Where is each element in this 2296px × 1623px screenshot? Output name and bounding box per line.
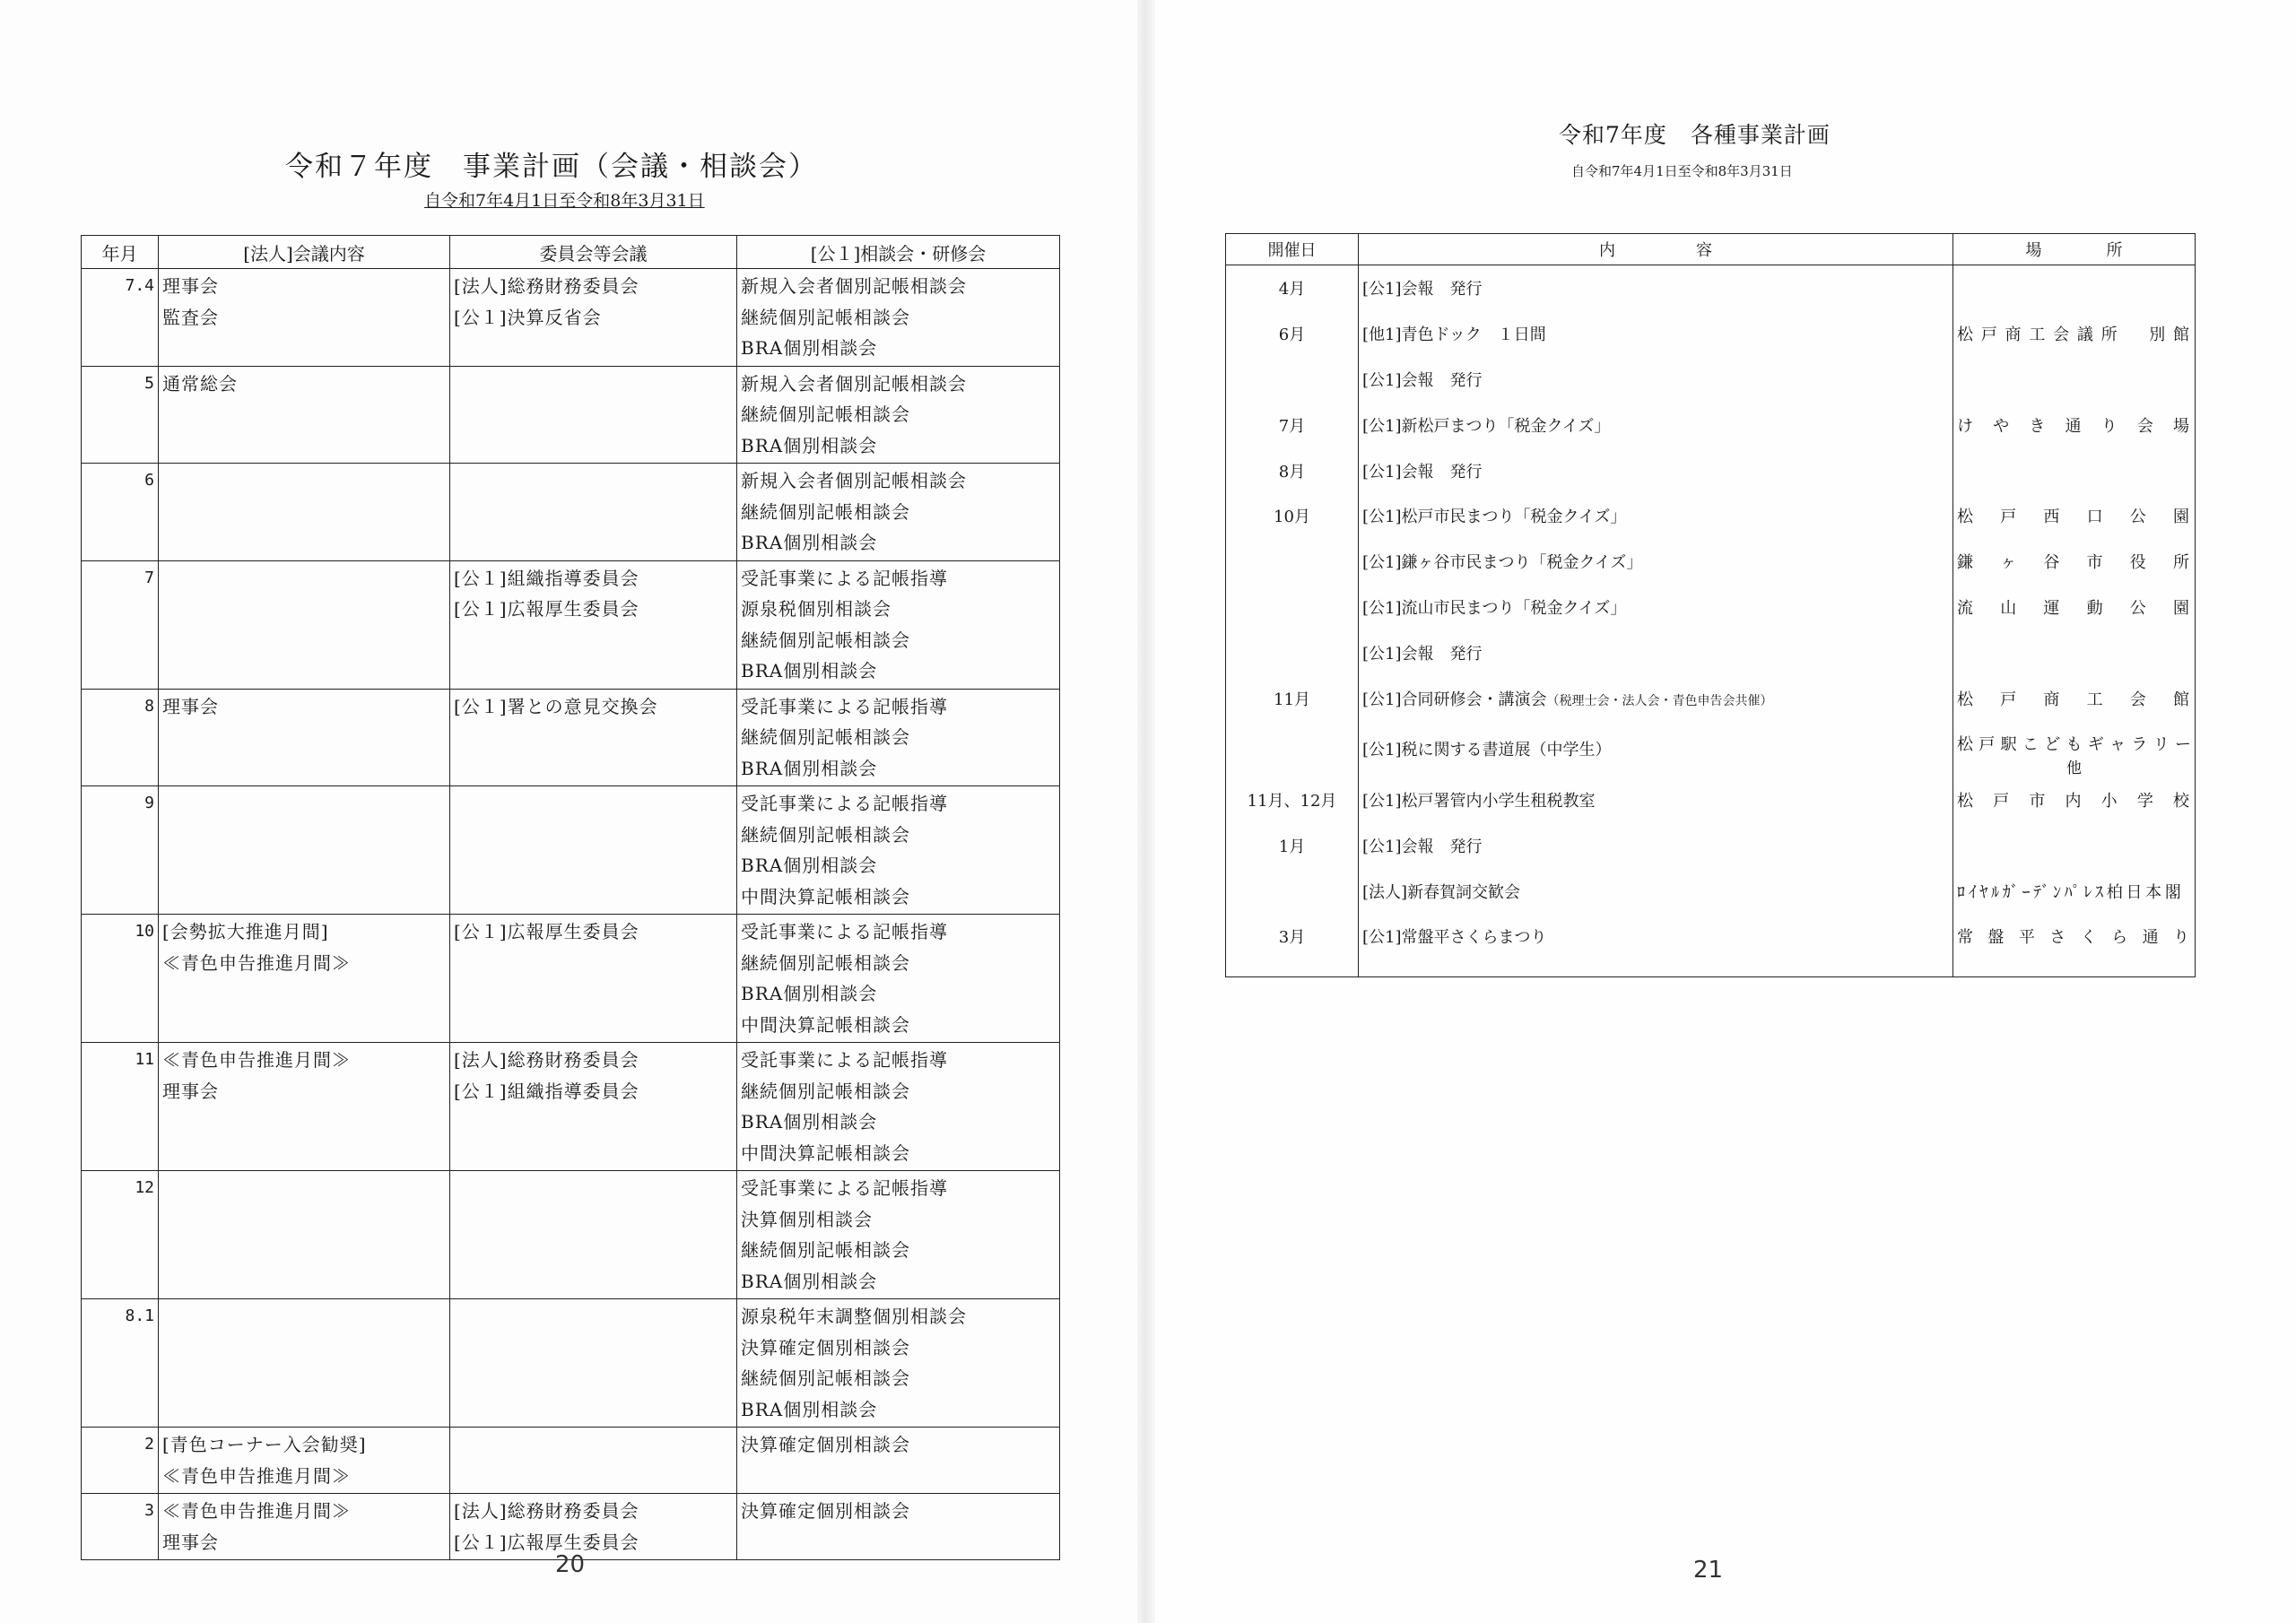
events-table-body xyxy=(1226,265,2196,977)
meeting-schedule-table xyxy=(81,235,1060,1560)
cell-line: BRA個別相談会 xyxy=(741,1111,878,1133)
event-content xyxy=(1359,447,1953,493)
event-content xyxy=(1359,539,1953,585)
meeting-row xyxy=(82,1043,1060,1171)
event-place: けやき通り会場 xyxy=(1953,402,2196,447)
event-place xyxy=(1953,265,2196,311)
event-date xyxy=(1226,357,1359,403)
consultation-cell xyxy=(737,1428,1060,1494)
header-month: 年月 xyxy=(82,236,159,269)
event-content xyxy=(1359,721,1953,777)
cell-line: 決算確定個別相談会 xyxy=(741,1500,910,1522)
cell-line: [青色コーナー入会勧奨] xyxy=(162,1434,367,1455)
event-place: 常盤平さくら通り xyxy=(1953,914,2196,977)
cell-line: [公１]決算反省会 xyxy=(454,306,602,328)
cell-line: BRA個別相談会 xyxy=(741,757,878,779)
left-page-number: 20 xyxy=(555,1551,586,1578)
meeting-table-body xyxy=(82,269,1060,1560)
event-row xyxy=(1226,777,2196,823)
event-row xyxy=(1226,265,2196,311)
event-row xyxy=(1226,629,2196,675)
event-date: 7月 xyxy=(1226,402,1359,447)
cell-line: ≪青色申告推進月間≫ xyxy=(162,951,351,974)
committee-cell xyxy=(450,1299,737,1428)
month-cell: 3 xyxy=(82,1494,159,1560)
event-content-text: [公1]会報 発行 xyxy=(1362,462,1483,482)
committee-cell xyxy=(450,1494,737,1560)
event-row xyxy=(1226,914,2196,977)
header-committee: 委員会等会議 xyxy=(450,236,737,269)
cell-line: BRA個別相談会 xyxy=(741,660,878,681)
event-content-text: [公1]税に関する書道展（中学生） xyxy=(1362,741,1612,760)
corp-meeting-cell xyxy=(159,366,450,464)
cell-line: BRA個別相談会 xyxy=(741,855,878,876)
event-content xyxy=(1359,777,1953,823)
consultation-cell xyxy=(737,269,1060,367)
event-content-text: [他1]青色ドック １日間 xyxy=(1362,325,1546,345)
event-content xyxy=(1359,402,1953,447)
event-row xyxy=(1226,868,2196,914)
cell-line: BRA個別相談会 xyxy=(741,337,878,359)
cell-line: [公１]組織指導委員会 xyxy=(454,1080,639,1102)
cell-line: BRA個別相談会 xyxy=(741,532,878,553)
corp-meeting-cell xyxy=(159,1428,450,1494)
committee-cell xyxy=(450,786,737,915)
month-cell: 6 xyxy=(82,464,159,561)
consultation-cell xyxy=(737,1494,1060,1560)
event-row xyxy=(1226,675,2196,721)
event-content xyxy=(1359,868,1953,914)
event-place xyxy=(1953,823,2196,869)
event-row xyxy=(1226,311,2196,357)
event-content xyxy=(1359,823,1953,869)
corp-meeting-cell xyxy=(159,786,450,915)
event-date: 11月、12月 xyxy=(1226,777,1359,823)
committee-cell xyxy=(450,464,737,561)
event-place: 松戸商工会議所 別館 xyxy=(1953,311,2196,357)
cell-line: 継続個別記帳相談会 xyxy=(741,500,910,523)
event-date: 10月 xyxy=(1226,493,1359,539)
event-place: 松戸西口公園 xyxy=(1953,493,2196,539)
cell-line: 通常総会 xyxy=(162,372,238,395)
cell-line: 継続個別記帳相談会 xyxy=(741,823,910,846)
event-place-note: 他 xyxy=(2066,759,2082,777)
corp-meeting-cell xyxy=(159,689,450,786)
cell-line: 中間決算記帳相談会 xyxy=(741,1141,910,1164)
cell-line: 新規入会者個別記帳相談会 xyxy=(741,470,967,491)
corp-meeting-cell xyxy=(159,1043,450,1171)
cell-line: 受託事業による記帳指導 xyxy=(741,793,948,814)
cell-line: [法人]総務財務委員会 xyxy=(454,1500,639,1522)
cell-line: [法人]総務財務委員会 xyxy=(454,1049,639,1071)
cell-line: 決算確定個別相談会 xyxy=(741,1434,910,1455)
cell-line: 受託事業による記帳指導 xyxy=(741,567,948,589)
event-content-text: [公1]会報 発行 xyxy=(1362,370,1483,390)
cell-line: 受託事業による記帳指導 xyxy=(741,1177,948,1199)
event-content xyxy=(1359,585,1953,630)
event-content-text: [公1]新松戸まつり「税金クイズ」 xyxy=(1362,416,1611,436)
corp-meeting-cell xyxy=(159,915,450,1043)
month-cell: 8 xyxy=(82,689,159,786)
cell-line: 受託事業による記帳指導 xyxy=(741,695,948,717)
left-page-title: 令和７年度 事業計画（会議・相談会） xyxy=(285,151,818,183)
event-content xyxy=(1359,675,1953,721)
consultation-cell xyxy=(737,1043,1060,1171)
cell-line: 継続個別記帳相談会 xyxy=(741,726,910,748)
event-content xyxy=(1359,311,1953,357)
meeting-row xyxy=(82,915,1060,1043)
cell-line: ≪青色申告推進月間≫ xyxy=(162,1049,351,1071)
meeting-table-header xyxy=(82,236,1060,269)
event-place: ﾛｲﾔﾙｶﾞｰﾃﾞﾝﾊﾟﾚｽ柏日本閣 xyxy=(1953,868,2196,914)
left-page-period: 自令和7年4月1日至令和8年3月31日 xyxy=(424,191,705,211)
event-content-text: [公1]合同研修会・講演会 xyxy=(1362,690,1547,709)
cell-line: [公１]広報厚生委員会 xyxy=(454,1531,639,1553)
header-corp-meeting: [法人]会議内容 xyxy=(159,236,450,269)
event-date xyxy=(1226,629,1359,675)
month-cell: 10 xyxy=(82,915,159,1043)
meeting-row xyxy=(82,269,1060,367)
event-row xyxy=(1226,585,2196,630)
event-place xyxy=(1953,357,2196,403)
cell-line: 決算確定個別相談会 xyxy=(741,1336,910,1358)
meeting-row xyxy=(82,560,1060,689)
month-cell: 8.1 xyxy=(82,1299,159,1428)
cell-line: 中間決算記帳相談会 xyxy=(741,1013,910,1036)
event-place: 鎌ヶ谷市役所 xyxy=(1953,539,2196,585)
meeting-row xyxy=(82,1171,1060,1299)
event-content-text: [公1]常盤平さくらまつり xyxy=(1362,928,1547,948)
consultation-cell xyxy=(737,1299,1060,1428)
cell-line: 新規入会者個別記帳相談会 xyxy=(741,372,967,395)
cell-line: ≪青色申告推進月間≫ xyxy=(162,1464,351,1487)
committee-cell xyxy=(450,1043,737,1171)
right-page-title: 令和7年度 各種事業計画 xyxy=(1559,122,1831,148)
cell-line: 理事会 xyxy=(162,1531,219,1553)
cell-line: 監査会 xyxy=(162,306,219,328)
corp-meeting-cell xyxy=(159,1494,450,1560)
consultation-cell xyxy=(737,366,1060,464)
event-place: 松戸商工会館 xyxy=(1953,675,2196,721)
consultation-cell xyxy=(737,689,1060,786)
meeting-row xyxy=(82,1494,1060,1560)
event-content-text: [公1]松戸署管内小学生租税教室 xyxy=(1362,792,1596,812)
cell-line: BRA個別相談会 xyxy=(741,1270,878,1292)
cell-line: 継続個別記帳相談会 xyxy=(741,404,910,425)
cell-line: 新規入会者個別記帳相談会 xyxy=(741,275,967,297)
committee-cell xyxy=(450,1171,737,1299)
cell-line: 継続個別記帳相談会 xyxy=(741,1080,910,1102)
meeting-row xyxy=(82,786,1060,915)
cell-line: 理事会 xyxy=(162,1080,219,1102)
event-content xyxy=(1359,914,1953,977)
cell-line: 理事会 xyxy=(162,695,219,717)
event-content-text: [公1]鎌ヶ谷市民まつり「税金クイズ」 xyxy=(1362,553,1643,573)
event-row xyxy=(1226,823,2196,869)
event-content-text: [公1]会報 発行 xyxy=(1362,644,1483,664)
corp-meeting-cell xyxy=(159,269,450,367)
corp-meeting-cell xyxy=(159,560,450,689)
cell-line: BRA個別相談会 xyxy=(741,434,878,456)
event-row xyxy=(1226,357,2196,403)
cell-line: [公１]広報厚生委員会 xyxy=(454,921,639,942)
committee-cell xyxy=(450,560,737,689)
cell-line: 継続個別記帳相談会 xyxy=(741,951,910,974)
cell-line: [公１]広報厚生委員会 xyxy=(454,598,639,620)
event-date: 1月 xyxy=(1226,823,1359,869)
committee-cell xyxy=(450,689,737,786)
events-schedule-table xyxy=(1225,233,2196,977)
meeting-row xyxy=(82,464,1060,561)
cell-line: BRA個別相談会 xyxy=(741,1398,878,1420)
events-table-header xyxy=(1226,234,2196,265)
corp-meeting-cell xyxy=(159,1171,450,1299)
meeting-row xyxy=(82,1299,1060,1428)
header-consultation: [公１]相談会・研修会 xyxy=(737,236,1060,269)
meeting-row xyxy=(82,366,1060,464)
event-date xyxy=(1226,868,1359,914)
event-date: 11月 xyxy=(1226,675,1359,721)
event-content-text: [法人]新春賀詞交歓会 xyxy=(1362,882,1521,902)
committee-cell xyxy=(450,1428,737,1494)
meeting-row xyxy=(82,689,1060,786)
month-cell: 5 xyxy=(82,366,159,464)
event-date: 4月 xyxy=(1226,265,1359,311)
cell-line: 継続個別記帳相談会 xyxy=(741,306,910,328)
event-date xyxy=(1226,585,1359,630)
cell-line: 受託事業による記帳指導 xyxy=(741,1049,948,1071)
event-date: 3月 xyxy=(1226,914,1359,977)
cell-line: [法人]総務財務委員会 xyxy=(454,275,639,297)
event-place-wrap xyxy=(1957,732,2191,777)
right-page-period: 自令和7年4月1日至令和8年3月31日 xyxy=(1571,163,1793,179)
event-place: 流山運動公園 xyxy=(1953,585,2196,630)
event-content-text: [公1]流山市民まつり「税金クイズ」 xyxy=(1362,598,1627,618)
event-place: 松戸市内小学校 xyxy=(1953,777,2196,823)
book-gutter xyxy=(1137,0,1155,1623)
committee-cell xyxy=(450,915,737,1043)
meeting-row xyxy=(82,1428,1060,1494)
month-cell: 7 xyxy=(82,560,159,689)
cell-line: 源泉税個別相談会 xyxy=(741,598,891,620)
right-page-number: 21 xyxy=(1693,1557,1724,1584)
event-content-text: [公1]松戸市民まつり「税金クイズ」 xyxy=(1362,508,1627,527)
month-cell: 11 xyxy=(82,1043,159,1171)
month-cell: 7.4 xyxy=(82,269,159,367)
cell-line: ≪青色申告推進月間≫ xyxy=(162,1500,351,1522)
cell-line: [公１]署との意見交換会 xyxy=(454,695,658,717)
cell-line: 決算個別相談会 xyxy=(741,1208,873,1230)
event-content xyxy=(1359,493,1953,539)
consultation-cell xyxy=(737,1171,1060,1299)
event-content-text: [公1]会報 発行 xyxy=(1362,280,1483,299)
cell-line: 受託事業による記帳指導 xyxy=(741,921,948,942)
month-cell: 12 xyxy=(82,1171,159,1299)
event-date: 6月 xyxy=(1226,311,1359,357)
event-content-note: （税理士会・法人会・青色申告会共催） xyxy=(1546,693,1773,708)
event-place xyxy=(1953,447,2196,493)
cell-line: 中間決算記帳相談会 xyxy=(741,885,910,907)
event-date: 8月 xyxy=(1226,447,1359,493)
cell-line: 継続個別記帳相談会 xyxy=(741,1239,910,1261)
event-row xyxy=(1226,493,2196,539)
committee-cell xyxy=(450,269,737,367)
header-place: 場 所 xyxy=(1953,234,2196,265)
cell-line: 継続個別記帳相談会 xyxy=(741,1367,910,1389)
cell-line: 理事会 xyxy=(162,275,219,297)
consultation-cell xyxy=(737,464,1060,561)
cell-line: [会勢拡大推進月間] xyxy=(162,921,329,942)
consultation-cell xyxy=(737,786,1060,915)
event-row xyxy=(1226,402,2196,447)
cell-line: [公１]組織指導委員会 xyxy=(454,567,639,589)
event-place xyxy=(1953,721,2196,777)
cell-line: 継続個別記帳相談会 xyxy=(741,629,910,651)
corp-meeting-cell xyxy=(159,464,450,561)
event-date xyxy=(1226,721,1359,777)
event-content-text: [公1]会報 発行 xyxy=(1362,837,1483,856)
event-row xyxy=(1226,447,2196,493)
header-content: 内 容 xyxy=(1359,234,1953,265)
event-row xyxy=(1226,721,2196,777)
event-place-text: 松戸駅こどもギャラリー xyxy=(1957,734,2191,754)
cell-line: BRA個別相談会 xyxy=(741,983,878,1004)
consultation-cell xyxy=(737,560,1060,689)
event-content xyxy=(1359,265,1953,311)
month-cell: 2 xyxy=(82,1428,159,1494)
month-cell: 9 xyxy=(82,786,159,915)
cell-line: 源泉税年末調整個別相談会 xyxy=(741,1306,967,1327)
event-date xyxy=(1226,539,1359,585)
header-date: 開催日 xyxy=(1226,234,1359,265)
event-content xyxy=(1359,357,1953,403)
event-row xyxy=(1226,539,2196,585)
event-content xyxy=(1359,629,1953,675)
event-place xyxy=(1953,629,2196,675)
committee-cell xyxy=(450,366,737,464)
corp-meeting-cell xyxy=(159,1299,450,1428)
consultation-cell xyxy=(737,915,1060,1043)
